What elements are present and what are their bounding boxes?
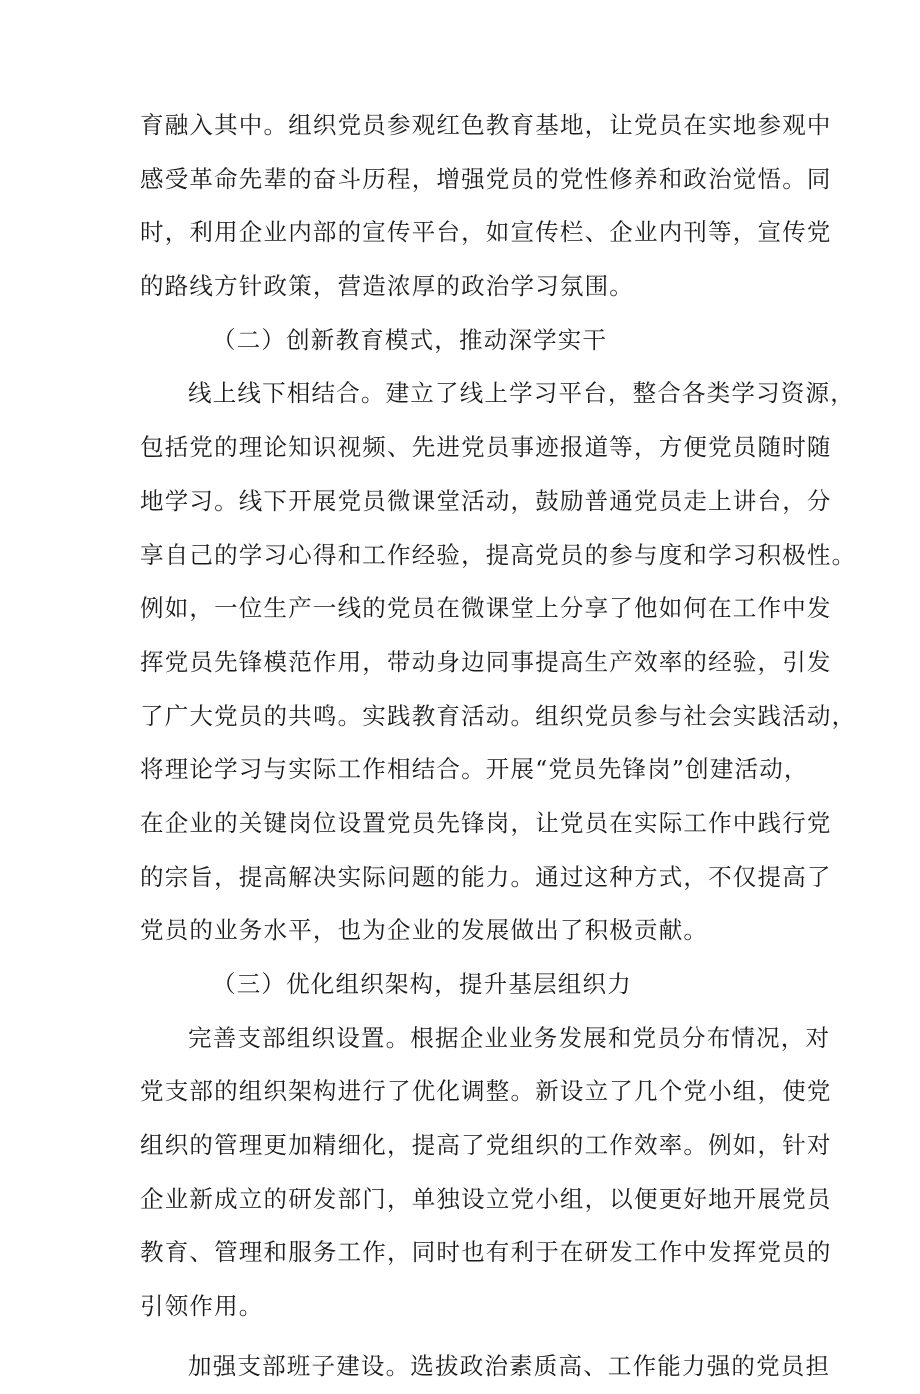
document-body [140, 99, 857, 1394]
text-line: 的路线方针政策，营造浓厚的政治学习氛围。 [140, 272, 634, 301]
text-line: 线上线下相结合。建立了线上学习平台，整合各类学习资源， [188, 379, 855, 408]
text-line: 党支部的组织架构进行了优化调整。新设立了几个党小组，使党 [140, 1077, 832, 1106]
text-line: 将理论学习与实际工作相结合。开展“党员先锋岗”创建活动， [140, 755, 809, 784]
text-line: 的宗旨，提高解决实际问题的能力。通过这种方式，不仅提高了 [140, 862, 832, 891]
text-line: 时，利用企业内部的宣传平台，如宣传栏、企业内刊等，宣传党 [140, 218, 832, 247]
section-heading: （二）创新教育模式，推动深学实干 [212, 325, 608, 354]
text-line: 组织的管理更加精细化，提高了党组织的工作效率。例如，针对 [140, 1131, 832, 1160]
text-line: 例如，一位生产一线的党员在微课堂上分享了他如何在工作中发 [140, 594, 832, 623]
text-line: 引领作用。 [140, 1292, 264, 1321]
text-line: 在企业的关键岗位设置党员先锋岗，让党员在实际工作中践行党 [140, 808, 832, 837]
text-line: 感受革命先辈的奋斗历程，增强党员的党性修养和政治觉悟。同 [140, 164, 832, 193]
text-line: 享自己的学习心得和工作经验，提高党员的参与度和学习积极性。 [140, 540, 857, 569]
text-line: 党员的业务水平，也为企业的发展做出了积极贡献。 [140, 916, 709, 945]
text-line: 完善支部组织设置。根据企业业务发展和党员分布情况，对 [188, 1023, 831, 1052]
text-line: 了广大党员的共鸣。实践教育活动。组织党员参与社会实践活动， [140, 701, 857, 730]
text-line: 育融入其中。组织党员参观红色教育基地，让党员在实地参观中 [140, 111, 832, 139]
text-line: 挥党员先锋模范作用，带动身边同事提高生产效率的经验，引发 [140, 647, 832, 676]
text-line: 加强支部班子建设。选拔政治素质高、工作能力强的党员担 [188, 1351, 831, 1380]
text-line: 包括党的理论知识视频、先进党员事迹报道等，方便党员随时随 [140, 433, 832, 462]
text-line: 地学习。线下开展党员微课堂活动，鼓励普通党员走上讲台，分 [140, 486, 832, 515]
section-heading: （三）优化组织架构，提升基层组织力 [212, 970, 632, 998]
text-line: 教育、管理和服务工作，同时也有利于在研发工作中发挥党员的 [140, 1238, 832, 1267]
text-line: 企业新成立的研发部门，单独设立党小组，以便更好地开展党员 [140, 1184, 832, 1213]
